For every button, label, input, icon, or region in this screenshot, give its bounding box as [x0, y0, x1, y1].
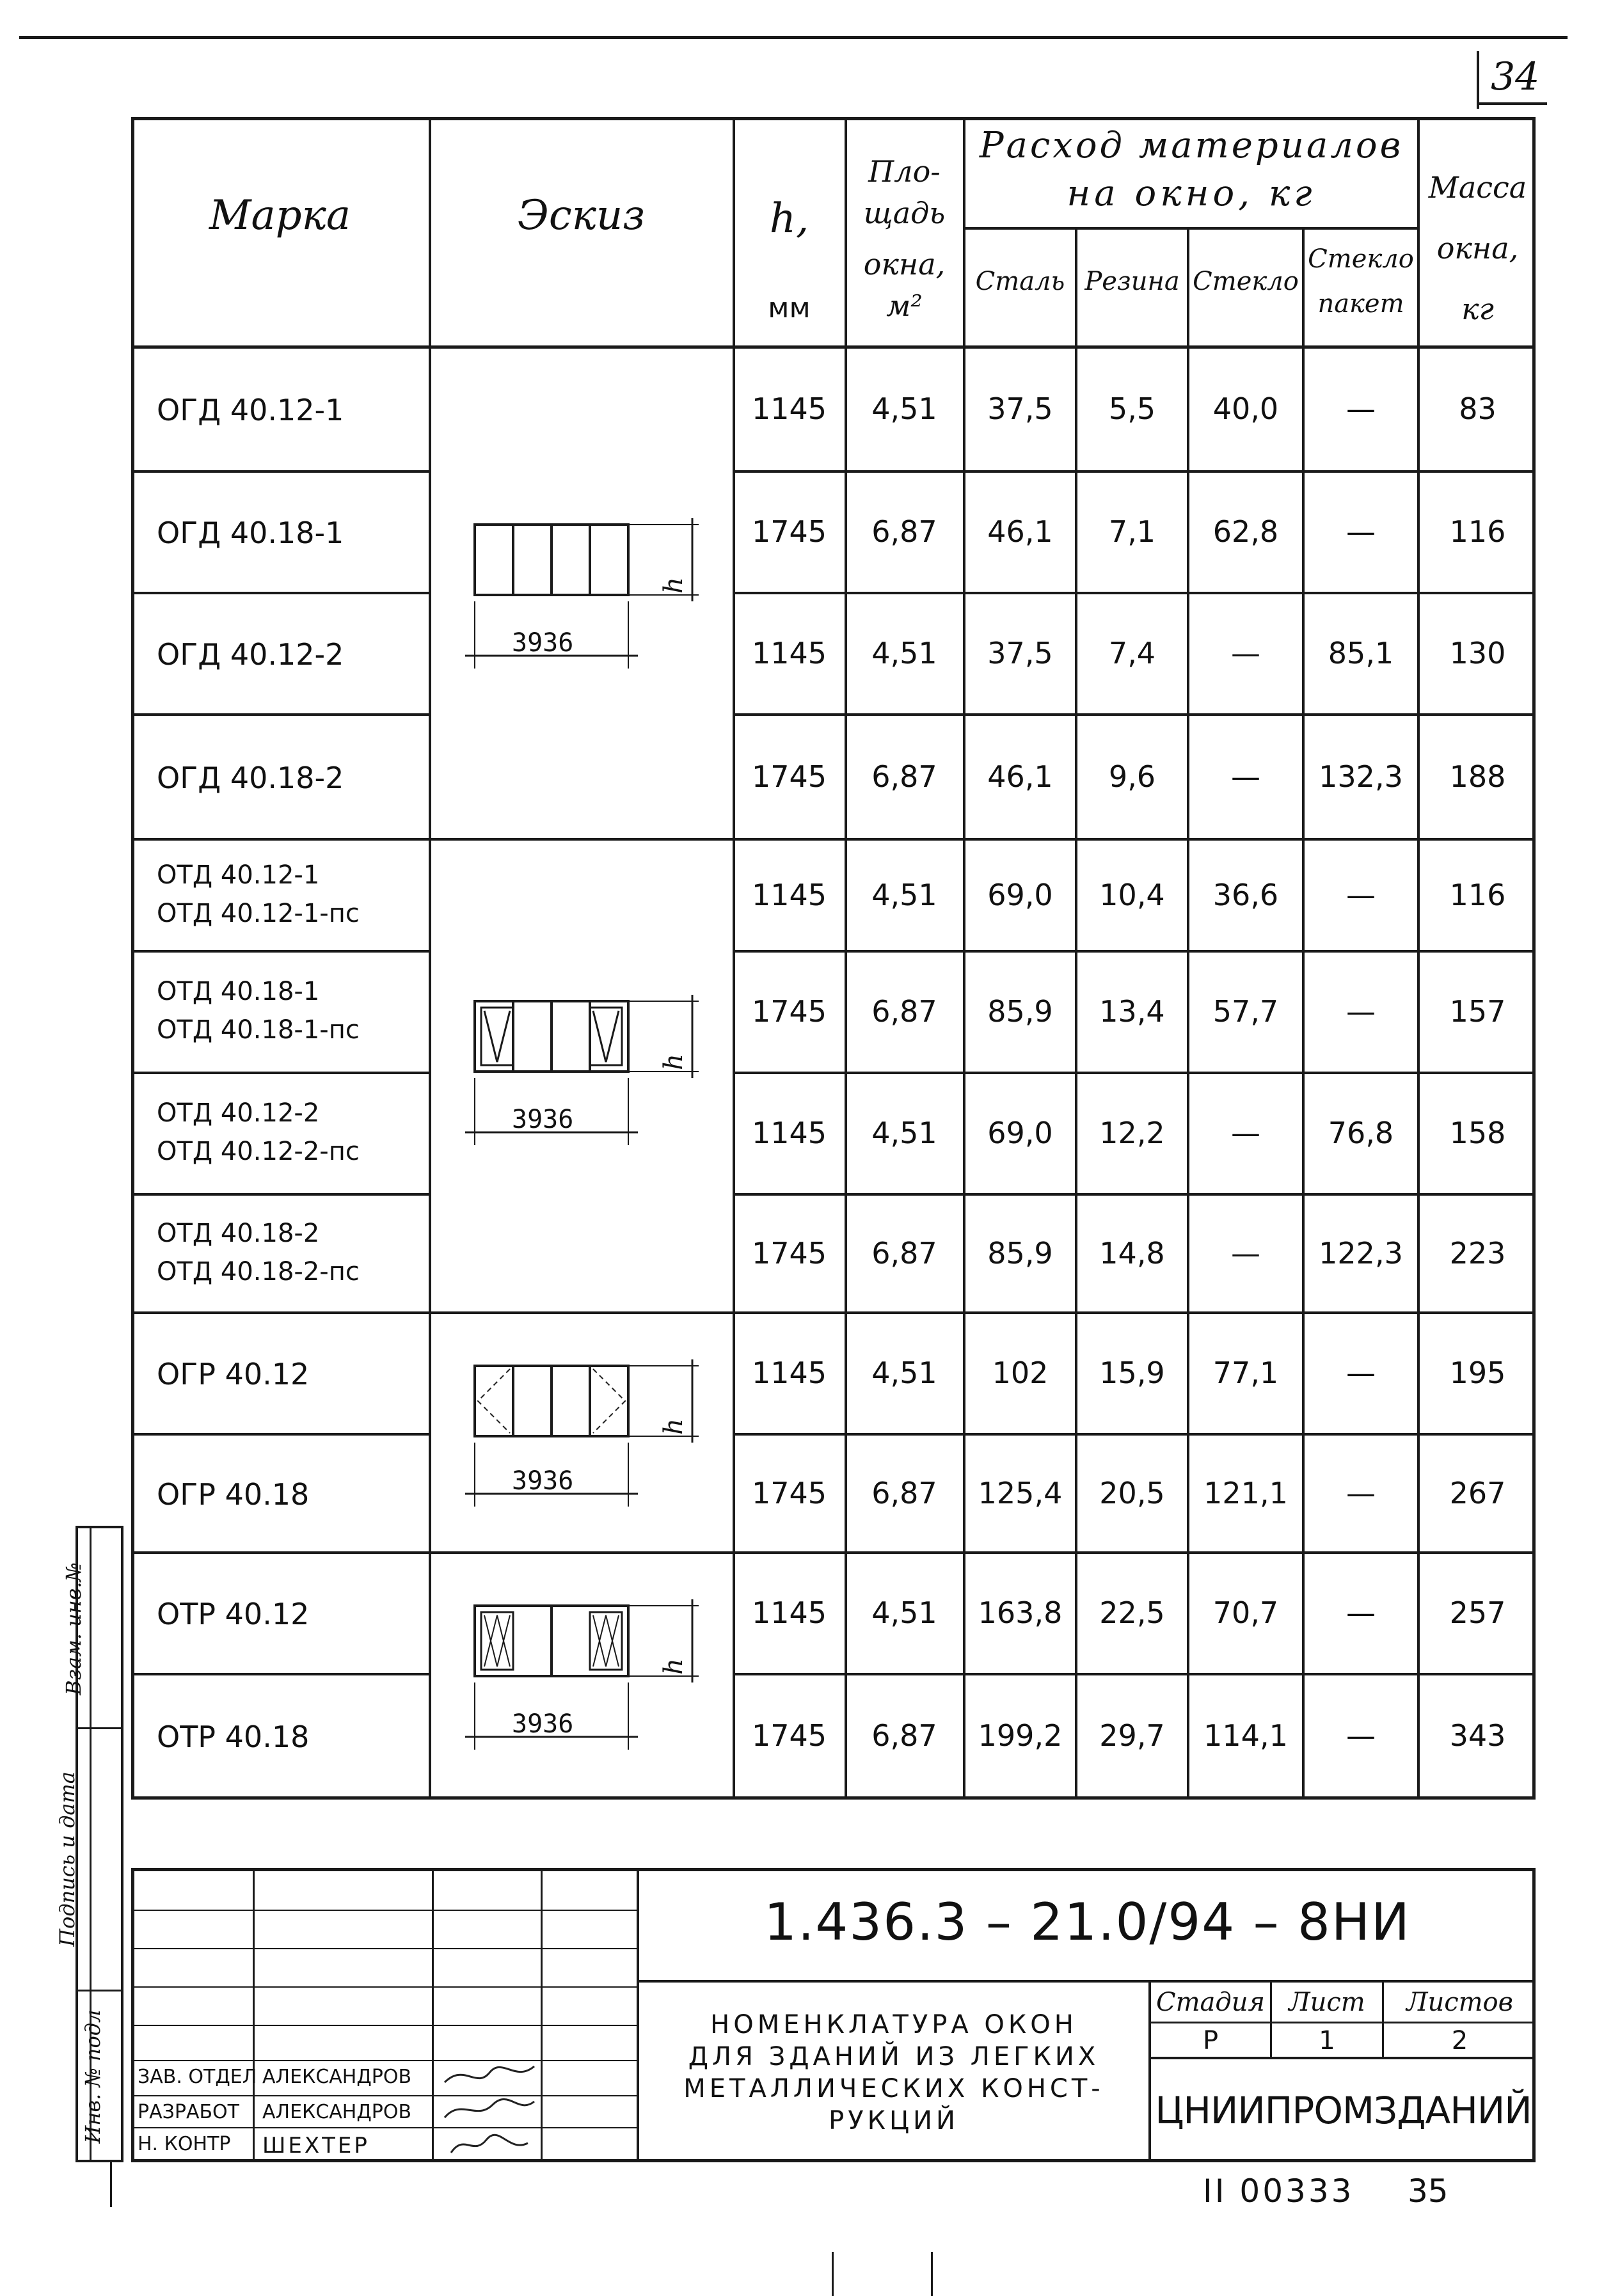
cell-h: 1745 — [751, 1475, 827, 1510]
cell-steel: 85,9 — [987, 1235, 1053, 1271]
cell-rubber: 29,7 — [1099, 1718, 1165, 1753]
row-marka: ОГД 40.12-2 — [157, 637, 344, 672]
row-line — [131, 950, 430, 953]
group-line — [131, 1311, 1536, 1314]
cell-steel: 46,1 — [987, 514, 1053, 549]
cell-h: 1145 — [751, 1116, 827, 1150]
header-marka: Марка — [209, 192, 351, 239]
cell-steel: 199,2 — [978, 1718, 1063, 1753]
cell-h: 1145 — [751, 1595, 827, 1630]
cell-glass: 40,0 — [1212, 392, 1279, 426]
cell-steel: 85,9 — [987, 994, 1053, 1029]
header-area-4: м² — [886, 289, 923, 323]
page-number-bracket-base — [1477, 102, 1547, 105]
header-area-3: окна, — [863, 247, 946, 281]
stage-value: Р — [1202, 2026, 1219, 2055]
col-line — [733, 117, 735, 1800]
cell-rubber: 5,5 — [1108, 392, 1156, 426]
main-table-frame — [131, 117, 1536, 1800]
sheet-label: Лист — [1289, 1988, 1365, 2017]
cell-h: 1145 — [751, 392, 827, 426]
signer-name-1: АЛЕКСАНДРОВ — [262, 2066, 412, 2088]
row-line — [733, 713, 1536, 716]
margin-tick — [110, 2162, 112, 2207]
sketch-width-label-1: 3936 — [512, 628, 574, 658]
cell-area: 6,87 — [871, 1235, 937, 1271]
cell-glass: — — [1231, 636, 1260, 670]
cell-rubber: 20,5 — [1099, 1475, 1165, 1510]
bottom-mark — [832, 2252, 834, 2296]
header-glass-unit-2: пакет — [1317, 289, 1404, 319]
cell-glass: 70,7 — [1212, 1595, 1279, 1630]
cell-rubber: 14,8 — [1099, 1235, 1165, 1271]
tb-sig-row — [131, 1948, 637, 1949]
sketch-h-label-1: h — [658, 577, 688, 594]
cell-area: 4,51 — [871, 877, 937, 912]
cell-rubber: 7,4 — [1108, 636, 1156, 670]
cell-unit: — — [1346, 514, 1376, 549]
sketch-width-label-3: 3936 — [512, 1466, 574, 1496]
cell-h: 1745 — [751, 994, 827, 1029]
tb-sig-row — [131, 1910, 637, 1911]
cell-rubber: 9,6 — [1108, 759, 1156, 794]
cell-glass: 57,7 — [1212, 994, 1279, 1029]
header-mass-3: кг — [1461, 292, 1494, 326]
cell-h: 1745 — [751, 759, 827, 794]
tb-sig-row — [131, 1986, 637, 1988]
header-consumption-1: Расход материалов — [979, 125, 1404, 166]
row-line — [131, 592, 430, 594]
row-marka: ОГД 40.18-1 — [157, 516, 344, 550]
header-mass-2: окна, — [1436, 231, 1519, 265]
row-marka: ОГД 40.18-2 — [157, 760, 344, 795]
cell-h: 1745 — [751, 514, 827, 549]
cell-mass: 257 — [1449, 1595, 1506, 1630]
cell-unit: — — [1346, 994, 1376, 1029]
cell-area: 6,87 — [871, 1718, 937, 1753]
cell-unit: — — [1346, 877, 1376, 912]
header-area-2: щадь — [863, 196, 946, 230]
cell-glass: — — [1231, 759, 1260, 794]
signer-role-2: РАЗРАБОТ — [138, 2101, 239, 2123]
sketch-width-label-2: 3936 — [512, 1105, 574, 1134]
tb-sig-row — [131, 2025, 637, 2026]
sketch-h-label-2: h — [658, 1054, 688, 1070]
tb-line — [637, 1980, 1536, 1983]
bottom-mark — [931, 2252, 933, 2296]
signer-name-3: ШЕХТЕР — [262, 2133, 370, 2158]
tb-sig-row — [131, 2060, 637, 2061]
cell-rubber: 15,9 — [1099, 1356, 1165, 1390]
row-line — [131, 1072, 430, 1074]
cell-steel: 125,4 — [978, 1475, 1063, 1510]
row-marka: ОТД 40.12-2-пс — [157, 1137, 360, 1166]
col-line — [963, 117, 965, 1800]
signer-role-3: Н. КОНТР — [138, 2133, 231, 2155]
row-line — [733, 950, 1536, 953]
col-line — [845, 117, 847, 1800]
header-mm: мм — [768, 292, 811, 324]
cell-unit: — — [1346, 392, 1376, 426]
sketch-h-label-3: h — [658, 1418, 688, 1435]
cell-steel: 69,0 — [987, 1116, 1053, 1150]
sheet-value: 1 — [1319, 2026, 1335, 2055]
cell-h: 1145 — [751, 1356, 827, 1390]
stage-label: Стадия — [1156, 1988, 1265, 2017]
cell-h: 1745 — [751, 1235, 827, 1271]
cell-glass: 77,1 — [1212, 1356, 1279, 1390]
row-line — [733, 1072, 1536, 1074]
header-consumption-2: на окно, кг — [1067, 173, 1316, 214]
sketch-width-label-4: 3936 — [512, 1709, 574, 1739]
organization: ЦНИИПРОМЗДАНИЙ — [1155, 2089, 1532, 2132]
cell-steel: 37,5 — [987, 392, 1053, 426]
tb-line — [1148, 2057, 1536, 2059]
row-line — [131, 1673, 430, 1675]
row-line — [733, 1433, 1536, 1436]
page-number: 34 — [1491, 54, 1540, 99]
row-line — [733, 592, 1536, 594]
cell-steel: 37,5 — [987, 636, 1053, 670]
row-marka: ОГД 40.12-1 — [157, 393, 344, 427]
signature-scribbles — [438, 2057, 541, 2162]
cell-steel: 69,0 — [987, 877, 1053, 912]
cell-mass: 83 — [1459, 392, 1497, 426]
cell-unit: — — [1346, 1356, 1376, 1390]
header-bottom-line — [131, 345, 1536, 349]
cell-mass: 195 — [1449, 1356, 1506, 1390]
cell-area: 4,51 — [871, 636, 937, 670]
cell-mass: 130 — [1449, 636, 1506, 670]
tb-sig-row — [131, 2095, 637, 2096]
cell-rubber: 13,4 — [1099, 994, 1165, 1029]
row-marka: ОТР 40.12 — [157, 1597, 310, 1631]
row-line — [131, 1193, 430, 1196]
row-line — [733, 1673, 1536, 1675]
cell-unit: 85,1 — [1328, 636, 1394, 670]
cell-steel: 102 — [992, 1356, 1049, 1390]
header-mass-1: Масса — [1428, 170, 1527, 205]
tb-sig-line — [541, 1868, 543, 2162]
sheets-value: 2 — [1451, 2026, 1468, 2055]
cell-h: 1145 — [751, 877, 827, 912]
cell-area: 6,87 — [871, 1475, 937, 1510]
cell-glass: 36,6 — [1212, 877, 1279, 912]
header-steel: Сталь — [975, 267, 1065, 296]
side-stamp-signature: Подпись и дата — [55, 1771, 79, 1947]
doc-title-4: РУКЦИЙ — [829, 2106, 959, 2135]
cell-area: 4,51 — [871, 1595, 937, 1630]
row-marka: ОТР 40.18 — [157, 1719, 310, 1754]
sheets-label: Листов — [1406, 1988, 1513, 2017]
tb-sig-row — [131, 2127, 637, 2128]
row-marka: ОТД 40.18-2 — [157, 1218, 320, 1248]
row-marka: ОТД 40.18-1-пс — [157, 1015, 360, 1045]
sketch-column — [430, 349, 733, 1798]
cell-unit: — — [1346, 1475, 1376, 1510]
cell-area: 4,51 — [871, 392, 937, 426]
row-marka: ОТД 40.18-2-пс — [157, 1256, 360, 1287]
row-marka: ОГР 40.12 — [157, 1357, 310, 1391]
side-stamp-line — [75, 1727, 123, 1729]
row-line — [733, 1193, 1536, 1196]
doc-title-3: МЕТАЛЛИЧЕСКИХ КОНСТ- — [683, 2074, 1104, 2103]
row-marka: ОТД 40.12-1 — [157, 860, 320, 890]
cell-glass: 121,1 — [1203, 1475, 1288, 1510]
cell-rubber: 7,1 — [1108, 514, 1156, 549]
header-eskiz: Эскиз — [517, 192, 646, 239]
row-marka: ОГР 40.18 — [157, 1477, 310, 1512]
cell-mass: 157 — [1449, 994, 1506, 1029]
cell-h: 1145 — [751, 636, 827, 670]
row-line — [131, 470, 430, 473]
cell-glass: — — [1231, 1235, 1260, 1271]
row-marka: ОТД 40.12-2 — [157, 1098, 320, 1128]
header-glass: Стекло — [1193, 267, 1299, 296]
cell-mass: 116 — [1449, 877, 1506, 912]
cell-area: 4,51 — [871, 1356, 937, 1390]
header-glass-unit-1: Стекло — [1308, 244, 1414, 274]
cell-glass: 62,8 — [1212, 514, 1279, 549]
tb-sig-line — [432, 1868, 434, 2162]
header-split-line — [963, 227, 1418, 230]
row-marka: ОТД 40.18-1 — [157, 977, 320, 1006]
cell-mass: 158 — [1449, 1116, 1506, 1150]
cell-mass: 223 — [1449, 1235, 1506, 1271]
document-code: 1.436.3 – 21.0/94 – 8НИ — [764, 1892, 1411, 1952]
cell-mass: 343 — [1449, 1718, 1506, 1753]
side-stamp-inv: Инв. № подл — [81, 2009, 105, 2144]
header-h: h, — [769, 195, 809, 242]
doc-title-1: НОМЕНКЛАТУРА ОКОН — [710, 2010, 1077, 2039]
sketch-h-label-4: h — [658, 1658, 688, 1675]
header-area-1: Пло- — [868, 154, 941, 189]
cell-area: 6,87 — [871, 514, 937, 549]
cell-unit: 122,3 — [1319, 1235, 1403, 1271]
row-line — [131, 1433, 430, 1436]
footer-number: II 00333 — [1203, 2173, 1354, 2210]
group-line — [131, 838, 1536, 841]
cell-mass: 116 — [1449, 514, 1506, 549]
cell-mass: 267 — [1449, 1475, 1506, 1510]
cell-area: 6,87 — [871, 759, 937, 794]
tb-sig-line — [253, 1868, 255, 2162]
signer-name-2: АЛЕКСАНДРОВ — [262, 2101, 412, 2123]
cell-unit: 76,8 — [1328, 1116, 1394, 1150]
col-line — [1417, 117, 1420, 1800]
cell-rubber: 22,5 — [1099, 1595, 1165, 1630]
top-rule — [19, 36, 1568, 39]
cell-glass: 114,1 — [1203, 1718, 1288, 1753]
cell-mass: 188 — [1449, 759, 1506, 794]
tb-line — [1148, 2022, 1536, 2023]
row-line — [131, 713, 430, 716]
cell-area: 4,51 — [871, 1116, 937, 1150]
cell-steel: 163,8 — [978, 1595, 1063, 1630]
cell-h: 1745 — [751, 1718, 827, 1753]
page-number-bracket — [1477, 51, 1479, 109]
group-line — [131, 1551, 1536, 1554]
cell-unit: — — [1346, 1595, 1376, 1630]
cell-unit: 132,3 — [1319, 759, 1403, 794]
cell-rubber: 12,2 — [1099, 1116, 1165, 1150]
cell-unit: — — [1346, 1718, 1376, 1753]
cell-area: 6,87 — [871, 994, 937, 1029]
side-stamp-replace: Взам. инв.№ — [61, 1562, 86, 1695]
footer-page: 35 — [1408, 2173, 1449, 2210]
header-rubber: Резина — [1084, 267, 1180, 296]
cell-steel: 46,1 — [987, 759, 1053, 794]
row-line — [733, 470, 1536, 473]
cell-rubber: 10,4 — [1099, 877, 1165, 912]
doc-title-2: ДЛЯ ЗДАНИЙ ИЗ ЛЕГКИХ — [688, 2042, 1100, 2071]
row-marka: ОТД 40.12-1-пс — [157, 898, 360, 928]
signer-role-1: ЗАВ. ОТДЕЛ — [138, 2066, 257, 2088]
cell-glass: — — [1231, 1116, 1260, 1150]
